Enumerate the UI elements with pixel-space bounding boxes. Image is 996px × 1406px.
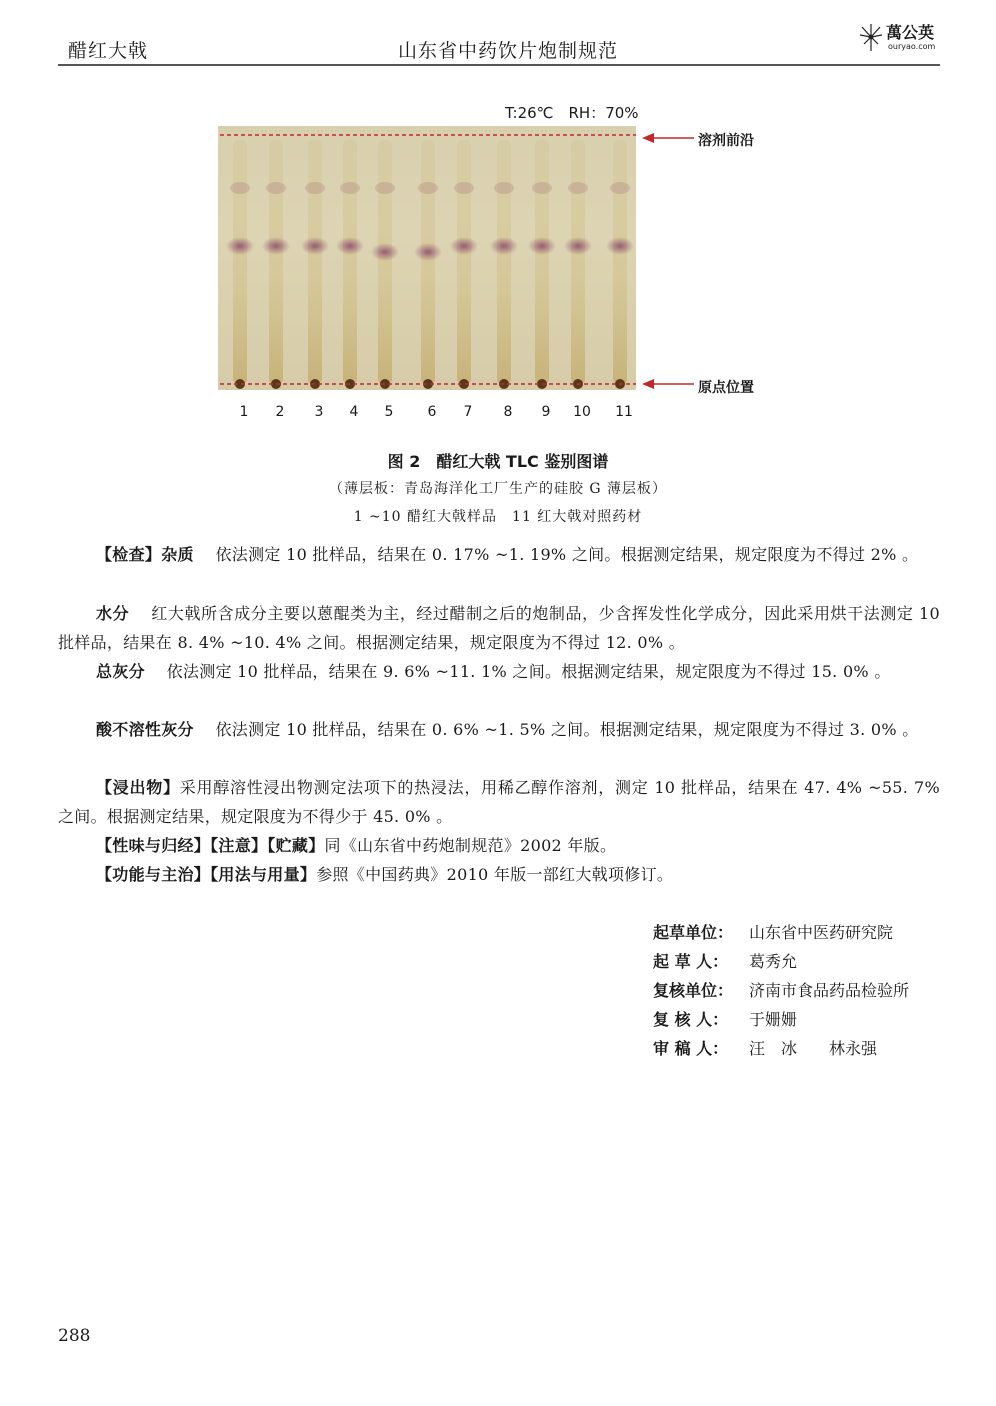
tlc-figure [200,96,800,436]
check-label: 【检查】杂质 [96,545,194,564]
figure-note-2: 1 ~10 醋红大戟样品 11 红大戟对照药材 [353,509,643,525]
credit-value: 山东省中医药研究院 [749,923,894,942]
extract-paragraph [58,773,940,831]
publisher-logo [858,20,940,56]
function-paragraph [58,860,940,889]
credit-value: 葛秀允 [749,952,798,971]
logo-url: ouryao.com [888,42,936,51]
ash-paragraph [58,657,940,686]
solvent-front-label: 溶剂前沿 [698,133,754,149]
function-text: 参照《中国药典》2010 年版一部红大戟项修订。 [316,865,674,884]
dandelion-icon [858,22,884,52]
ash-text: 依法测定 10 批样品，结果在 9. 6% ~11. 1% 之间。根据测定结果，规定限度为不得过 15. 0% 。 [166,662,891,681]
lane-number: 7 [463,404,473,420]
credit-label: 复 核 人： [653,1010,729,1029]
nature-paragraph [58,831,940,860]
credit-label: 复核单位： [653,981,734,1000]
page-number: 288 [58,1326,91,1346]
figure-note-1: （薄层板：青岛海洋化工厂生产的硅胶 G 薄层板） [328,481,668,497]
figure-title: 图 2 醋红大戟 TLC 鉴别图谱 [387,452,609,471]
solvent-front-arrowhead [642,133,654,143]
lane-number: 9 [541,404,551,420]
book-title: 山东省中药饮片炮制规范 [398,40,619,62]
credit-value: 汪 冰 林永强 [749,1039,878,1058]
lane-number: 11 [615,404,633,420]
check-text: 依法测定 10 批样品，结果在 0. 17% ~1. 19% 之间。根据测定结果，规定限度为不得过 2% 。 [215,545,919,564]
acid-ash-text: 依法测定 10 批样品，结果在 0. 6% ~1. 5% 之间。根据测定结果，规定限度为不得过 3. 0% 。 [215,720,919,739]
credit-label: 起 草 人： [653,952,729,971]
lane-number: 5 [384,404,394,420]
credit-row [653,1007,953,1036]
logo-name: 萬公英 [886,23,935,42]
lane-number: 10 [573,404,591,420]
check-paragraph [58,540,940,569]
water-text: 红大戟所含成分主要以蒽醌类为主，经过醋制之后的炮制品，少含挥发性化学成分，因此采用烘干法测定 10 批样品，结果在 8. 4% ~10. 4% 之间。根据测定结果，规定限度为不得过 12. 0% 。 [58,604,940,652]
running-title: 醋红大戟 [68,40,149,62]
credits-block [653,920,953,1065]
credit-value: 于姗姗 [749,1010,798,1029]
acid-ash-paragraph [58,715,940,744]
credit-value: 济南市食品药品检验所 [749,981,910,1000]
credit-row [653,949,953,978]
nature-label: 【性味与归经】【注意】【贮藏】 [96,836,325,855]
header-rule [58,64,940,66]
extract-text: 采用醇溶性浸出物测定法项下的热浸法，用稀乙醇作溶剂，测定 10 批样品，结果在 47. 4% ~55. 7% 之间。根据测定结果，规定限度为不得少于 45. 0% 。 [58,778,940,826]
lane-number: 1 [239,404,249,420]
credit-row [653,978,953,1007]
origin-label: 原点位置 [698,380,754,396]
lane-number: 2 [275,404,285,420]
credit-row [653,1036,953,1065]
credit-label: 起草单位： [653,923,734,942]
lane-number: 8 [503,404,513,420]
acid-ash-label: 酸不溶性灰分 [96,720,194,739]
water-label: 水分 [96,604,130,623]
nature-text: 同《山东省中药炮制规范》2002 年版。 [324,836,617,855]
origin-arrowhead [642,379,654,389]
credit-row [653,920,953,949]
extract-label: 【浸出物】 [96,778,180,797]
lane-number: 6 [427,404,437,420]
lane-number: 3 [314,404,324,420]
ash-label: 总灰分 [96,662,145,681]
function-label: 【功能与主治】【用法与用量】 [96,865,317,884]
lane-number: 4 [349,404,359,420]
water-paragraph [58,599,940,657]
figure-conditions: T:26℃ RH：70% [505,104,639,122]
credit-label: 审 稿 人： [653,1039,729,1058]
